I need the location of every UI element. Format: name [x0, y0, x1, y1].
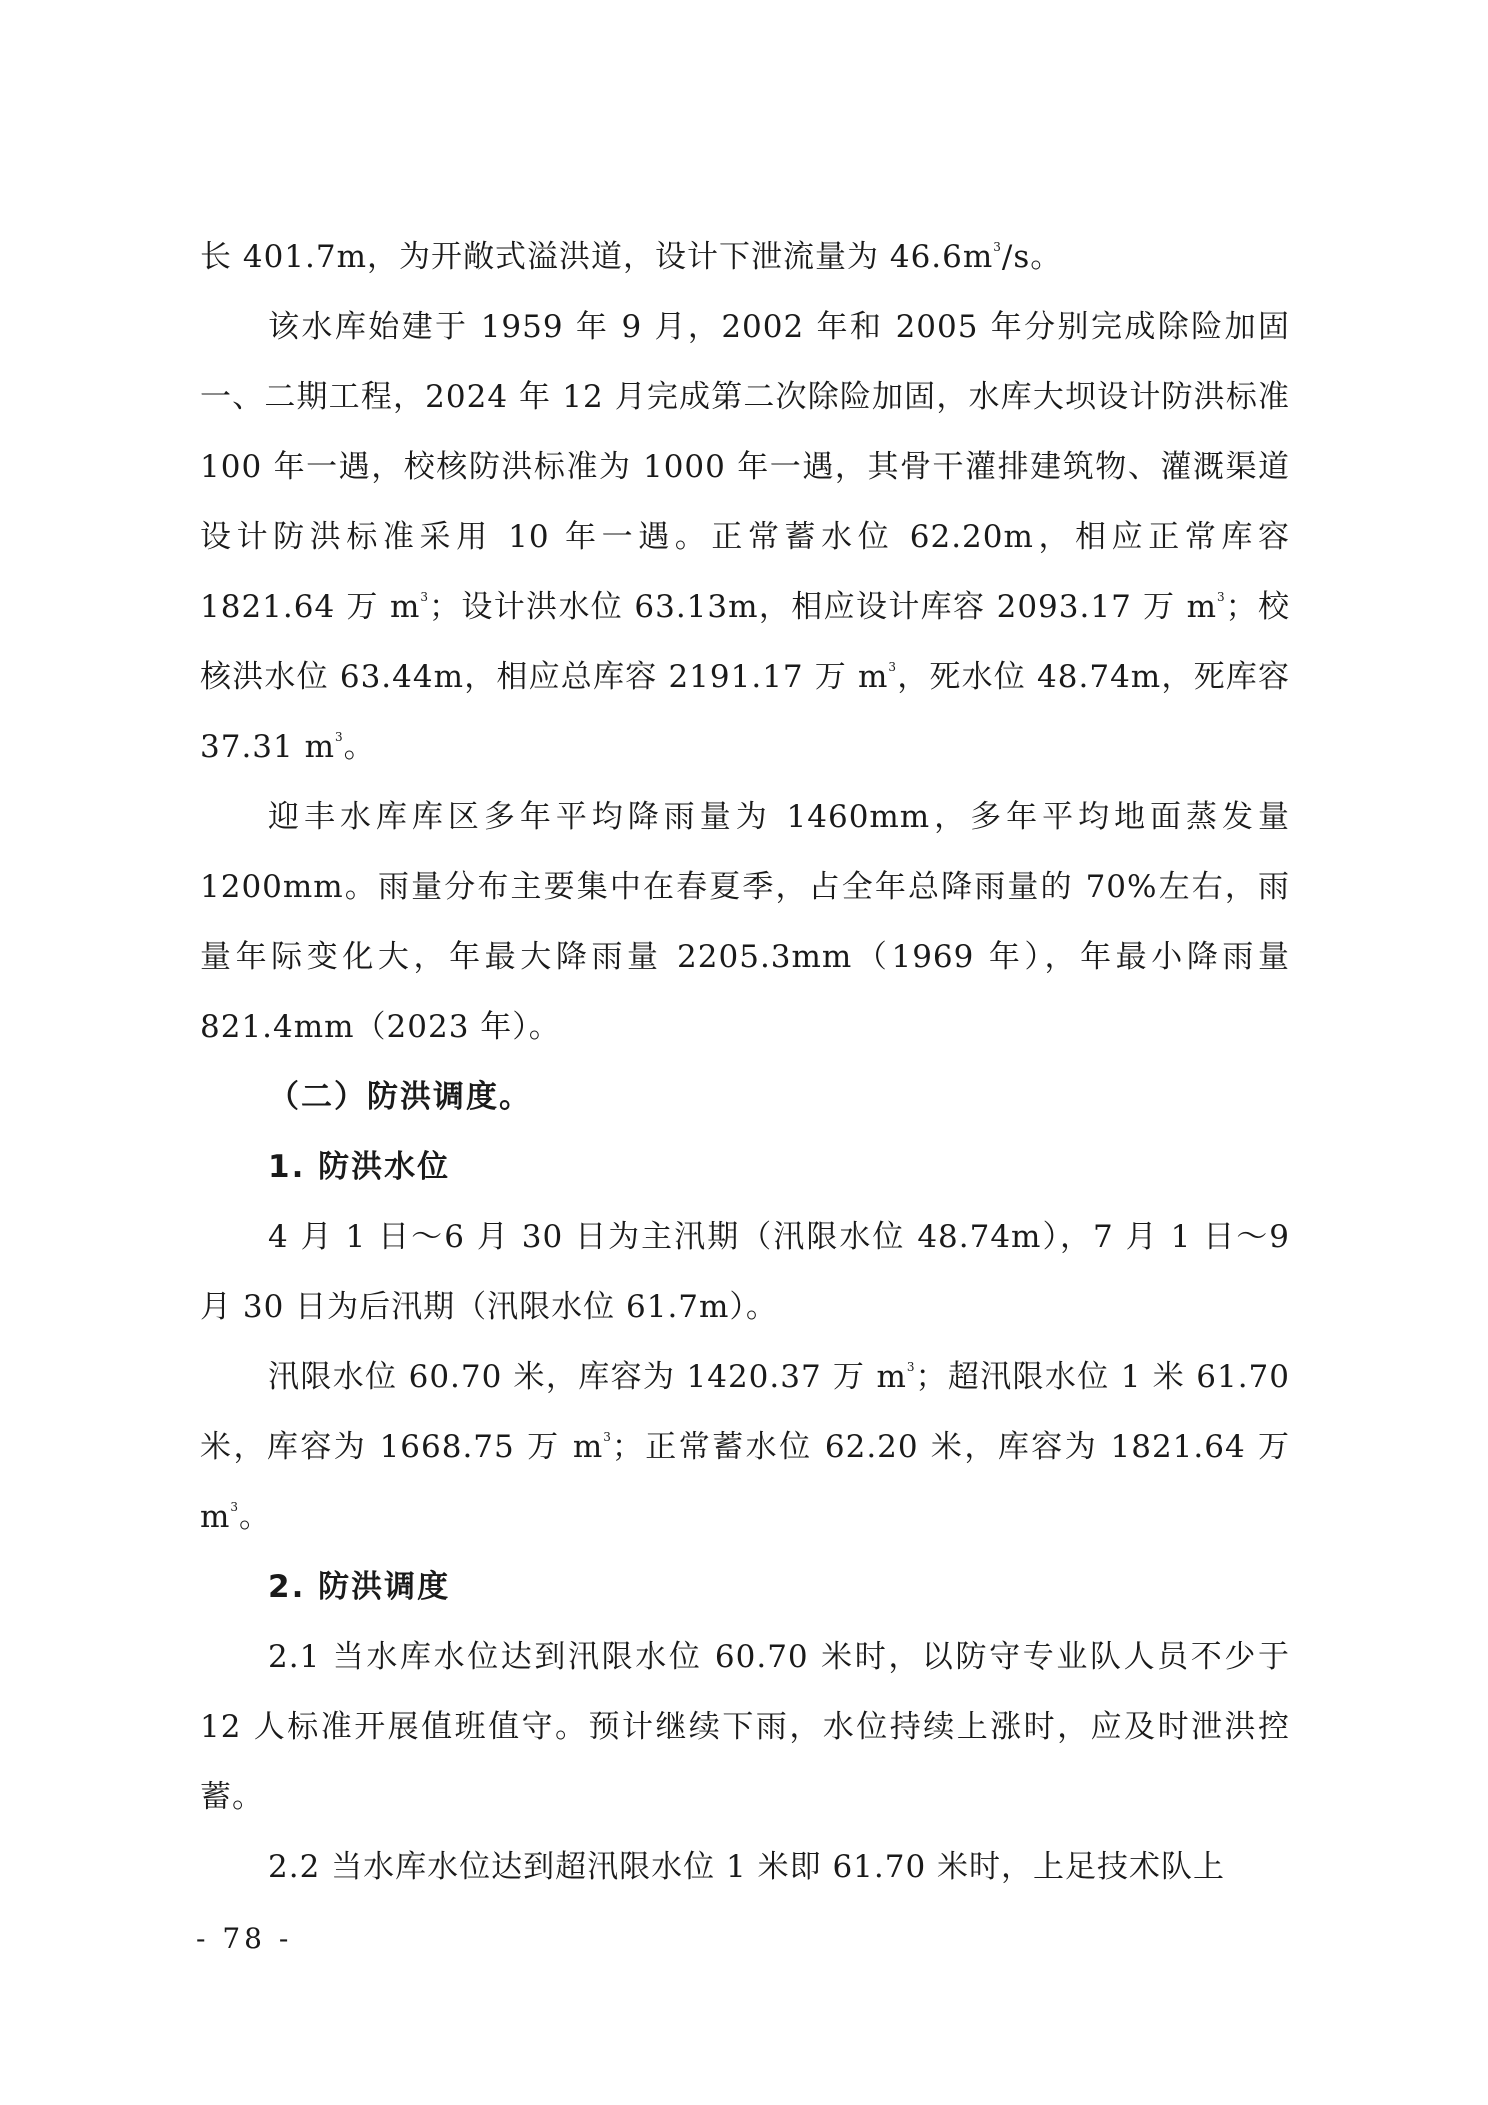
paragraph-text: 。	[239, 1499, 272, 1535]
section-heading-flood-dispatch: （二）防洪调度。	[268, 1079, 532, 1115]
paragraph-text: ；设计洪水位 63.13m，相应设计库容 2093.17 万 m	[429, 589, 1217, 625]
document-body	[200, 222, 1290, 1902]
paragraph-text: 汛限水位 60.70 米，库容为 1420.37 万 m	[268, 1359, 907, 1395]
paragraph-reservoir-history	[200, 292, 1290, 782]
paragraph-spillway	[200, 222, 1290, 292]
superscript: 3	[335, 730, 344, 744]
superscript: 3	[888, 660, 897, 674]
paragraph-text: 长 401.7m，为开敞式溢洪道，设计下泄流量为 46.6m	[200, 239, 994, 275]
paragraph-rainfall: 迎丰水库库区多年平均降雨量为 1460mm，多年平均地面蒸发量 1200mm。雨量分布主要集中在春夏季，占全年总降雨量的 70%左右，雨量年际变化大，年最大降雨量 2205.3mm（1969 年），年最小降雨量 821.4mm（2023 年）。	[200, 799, 1290, 1045]
paragraph-text: /s。	[1001, 239, 1063, 275]
paragraph-flood-season: 4 月 1 日～6 月 30 日为主汛期（汛限水位 48.74m），7 月 1 日～9 月 30 日为后汛期（汛限水位 61.7m）。	[200, 1219, 1290, 1325]
paragraph-text: ；校核洪水位 63.44m，相应总库容 2191.17 万 m	[200, 589, 1290, 695]
paragraph-text: ；超汛限水位 1 米 61.70 米，库容为 1668.75 万 m	[200, 1359, 1291, 1465]
subheading-flood-dispatch: 2. 防洪调度	[268, 1569, 451, 1605]
paragraph-text: ，死水位 48.74m，死库容 37.31 m	[200, 659, 1290, 765]
paragraph-storage-capacity	[200, 1342, 1290, 1552]
paragraph-dispatch-2-2: 2.2 当水库水位达到超汛限水位 1 米即 61.70 米时，上足技术队上	[268, 1849, 1226, 1885]
superscript: 3	[603, 1430, 612, 1444]
superscript: 3	[993, 240, 1002, 254]
paragraph-text: 。	[343, 729, 376, 765]
superscript: 3	[230, 1500, 240, 1514]
paragraph-text: 该水库始建于 1959 年 9 月，2002 年和 2005 年分别完成除险加固一、二期工程，2024 年 12 月完成第二次除险加固，水库大坝设计防洪标准 100 年一遇，校核防洪标准为 1000 年一遇，其骨干灌排建筑物、灌溉渠道设计防洪标准采用 10 年一遇。正常蓄水位 62.20m，相应正常库容 1821.64 万 m	[200, 309, 1290, 625]
subheading-flood-water-level: 1. 防洪水位	[268, 1149, 451, 1185]
page-number: - 78 -	[196, 1922, 293, 1955]
superscript: 3	[1217, 590, 1226, 604]
paragraph-text: ；正常蓄水位 62.20 米，库容为 1821.64 万 m	[200, 1429, 1290, 1535]
paragraph-dispatch-2-1: 2.1 当水库水位达到汛限水位 60.70 米时，以防守专业队人员不少于 12 人标准开展值班值守。预计继续下雨，水位持续上涨时，应及时泄洪控蓄。	[200, 1639, 1290, 1815]
superscript: 3	[906, 1360, 916, 1374]
superscript: 3	[420, 590, 430, 604]
